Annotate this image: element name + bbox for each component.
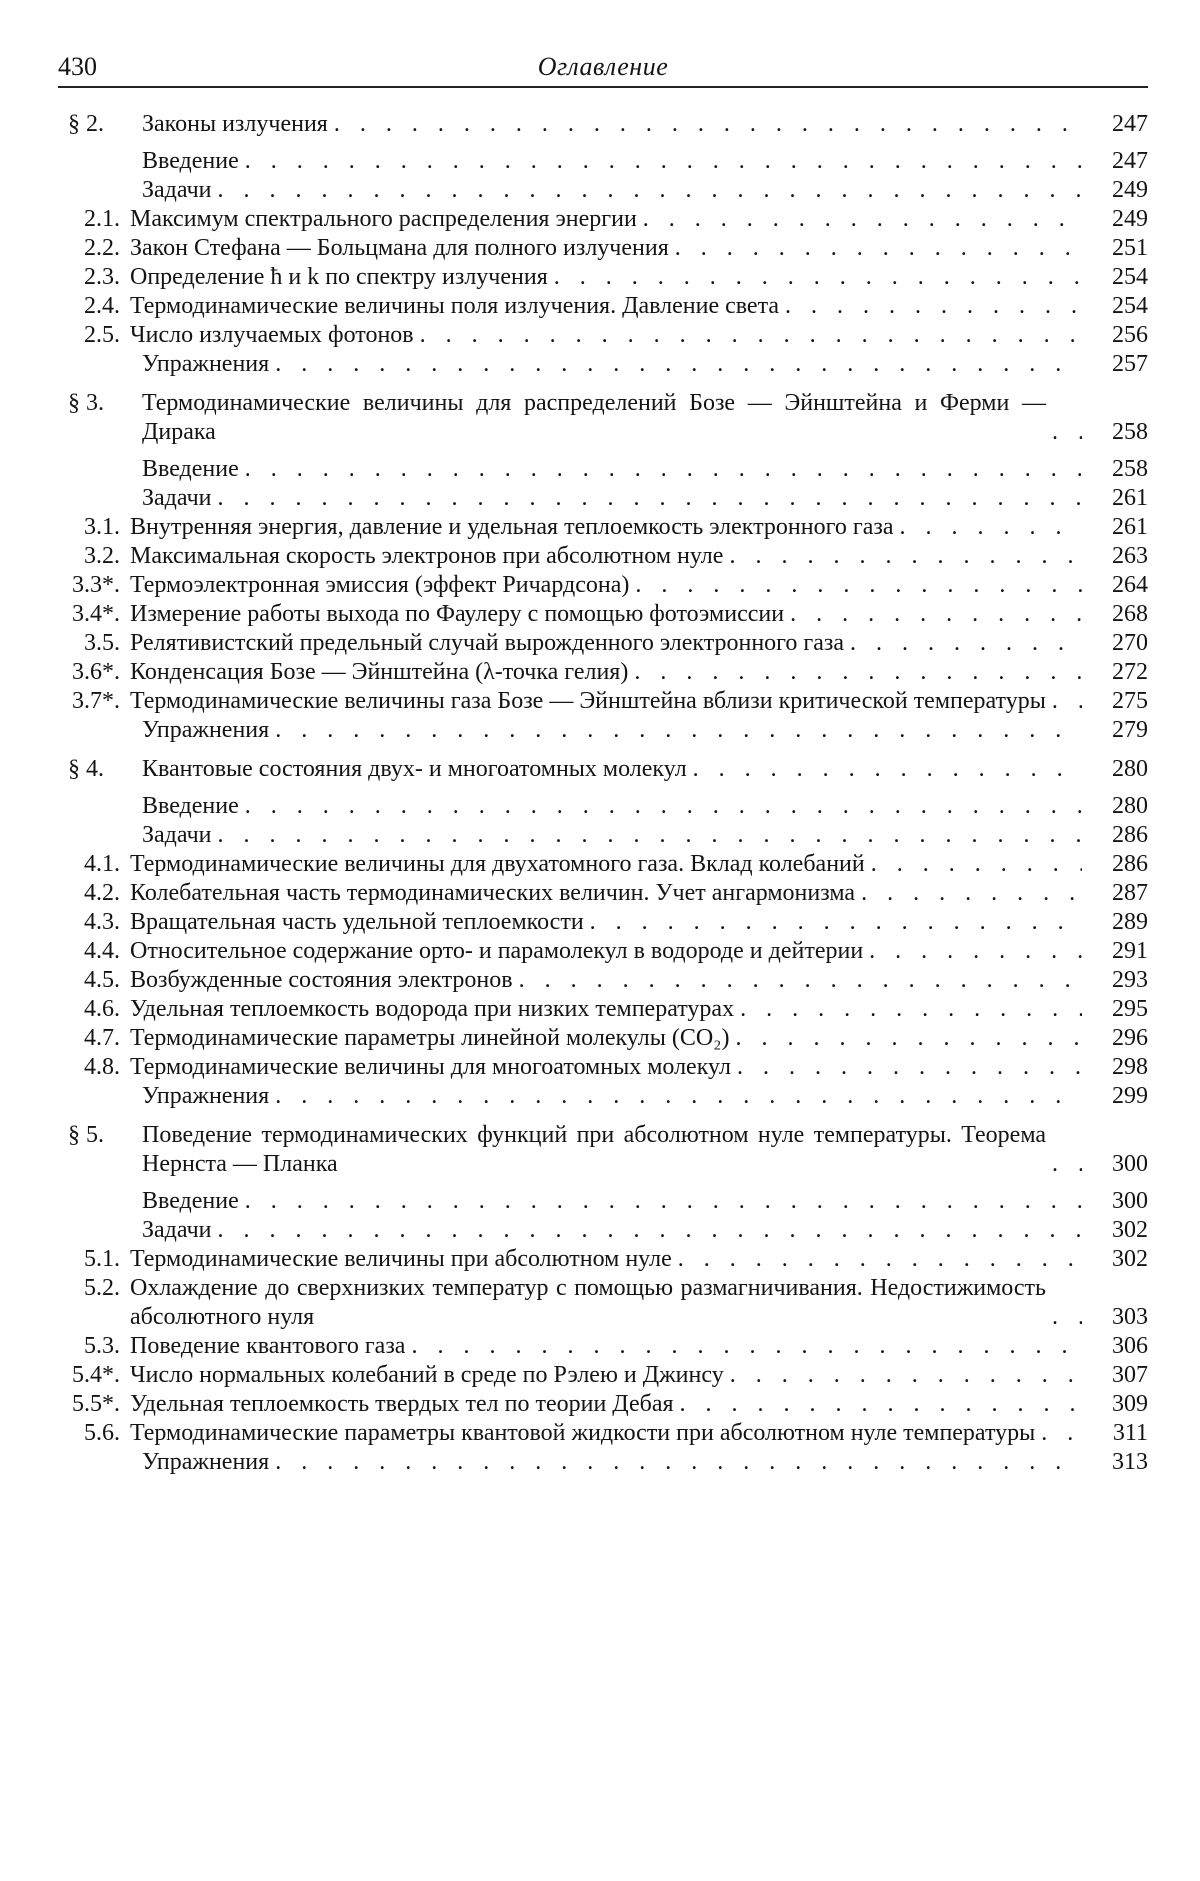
dot-leader (239, 792, 1082, 821)
entry-page-number: 258 (1112, 456, 1148, 482)
toc-problem-entry (58, 687, 1148, 716)
entry-number: 4.6. (84, 996, 120, 1022)
dot-leader (628, 658, 1082, 687)
entry-body (120, 966, 1082, 995)
entry-number (58, 1216, 120, 1245)
dot-leader (1046, 418, 1082, 447)
entry-title: Термодинамические величины для распределений Бозе — Эйнштейна и Ферми — Дирака (142, 390, 1046, 445)
toc-subheading-entry (58, 484, 1148, 513)
entry-body (120, 1419, 1082, 1448)
entry-title: Термодинамические параметры квантовой жидкости при абсолютном нуле температуры (130, 1420, 1036, 1446)
entry-number: 4.8. (84, 1054, 120, 1080)
entry-page-number: 286 (1112, 851, 1148, 877)
entry-body (132, 389, 1082, 447)
entry-page-number: 287 (1112, 880, 1148, 906)
entry-title: Термодинамические величины поля излучения. Давление света (130, 293, 780, 319)
entry-number: 5.1. (84, 1246, 120, 1272)
entry-page-number: 299 (1112, 1083, 1148, 1109)
entry-body (120, 1053, 1082, 1082)
entry-title: Задачи (142, 822, 212, 848)
dot-leader (212, 176, 1083, 205)
entry-body (120, 600, 1082, 629)
entry-number: 3.2. (84, 543, 120, 569)
entry-body (120, 292, 1082, 321)
toc-problem-entry (58, 629, 1148, 658)
entry-title: Внутренняя энергия, давление и удельная теплоемкость электронного газа (130, 514, 894, 540)
toc-problem-entry (58, 995, 1148, 1024)
entry-title: Квантовые состояния двух- и многоатомных молекул (142, 756, 687, 782)
dot-leader (730, 1024, 1082, 1053)
entry-number: § 2. (68, 111, 104, 137)
entry-number: 5.6. (84, 1420, 120, 1446)
dot-leader (269, 716, 1082, 745)
dot-leader (723, 542, 1082, 571)
toc-problem-entry (58, 1361, 1148, 1390)
entry-body (120, 1448, 1082, 1477)
entry-title: Вращательная часть удельной теплоемкости (130, 909, 584, 935)
entry-body (120, 850, 1082, 879)
entry-number: 5.4*. (72, 1362, 120, 1388)
entry-page-number: 251 (1112, 235, 1148, 261)
entry-title: Введение (142, 1188, 239, 1214)
entry-title: Число нормальных колебаний в среде по Рэлею и Джинсу (130, 1362, 724, 1388)
entry-body (120, 321, 1082, 350)
entry-title: Измерение работы выхода по Фаулеру с помощью фотоэмиссии (130, 601, 785, 627)
dot-leader (629, 571, 1082, 600)
dot-leader (1046, 687, 1082, 716)
entry-page-number: 289 (1112, 909, 1148, 935)
toc-problem-entry (58, 263, 1148, 292)
entry-title: Удельная теплоемкость водорода при низких температурах (130, 996, 735, 1022)
toc-problem-entry (58, 205, 1148, 234)
dot-leader (724, 1361, 1082, 1390)
entry-number (58, 716, 120, 745)
entry-body (120, 687, 1082, 716)
entry-number: 3.1. (84, 514, 120, 540)
entry-title: Задачи (142, 1217, 212, 1243)
toc-subheading-entry (58, 792, 1148, 821)
entry-page-number: 279 (1112, 717, 1148, 743)
entry-body (120, 263, 1082, 292)
entry-page-number: 268 (1112, 601, 1148, 627)
entry-body (120, 1082, 1082, 1111)
dot-leader (784, 600, 1082, 629)
toc-problem-entry (58, 1053, 1148, 1082)
entry-title: Поведение квантового газа (130, 1333, 406, 1359)
dot-leader (1035, 1419, 1082, 1448)
entry-number: 2.2. (84, 235, 120, 261)
entry-page-number: 258 (1112, 419, 1148, 445)
entry-number: 2.3. (84, 264, 120, 290)
toc-subheading-entry (58, 455, 1148, 484)
entry-number: 4.1. (84, 851, 120, 877)
page-number: 430 (58, 52, 97, 81)
toc-subheading-entry (58, 716, 1148, 745)
dot-leader (212, 821, 1083, 850)
dot-leader (405, 1332, 1082, 1361)
entry-body (120, 513, 1082, 542)
toc-problem-entry (58, 292, 1148, 321)
entry-number: 4.3. (84, 909, 120, 935)
toc-section-entry (58, 110, 1148, 139)
entry-number (58, 484, 120, 513)
entry-page-number: 309 (1112, 1391, 1148, 1417)
running-title: Оглавление (537, 52, 669, 81)
entry-title: Термодинамические величины при абсолютном нуле (130, 1246, 672, 1272)
dot-leader (212, 484, 1083, 513)
entry-body (120, 147, 1082, 176)
dot-leader (844, 629, 1082, 658)
toc-problem-entry (58, 879, 1148, 908)
dot-leader (855, 879, 1082, 908)
entry-page-number: 306 (1112, 1333, 1148, 1359)
toc-subheading-entry (58, 1187, 1148, 1216)
toc-subheading-entry (58, 1448, 1148, 1477)
entry-number: 3.6*. (72, 659, 120, 685)
entry-title: Колебательная часть термодинамических величин. Учет ангармонизма (130, 880, 856, 906)
entry-page-number: 303 (1112, 1304, 1148, 1330)
entry-page-number: 256 (1112, 322, 1148, 348)
entry-page-number: 263 (1112, 543, 1148, 569)
entry-number: § 3. (68, 390, 104, 416)
entry-body (120, 350, 1082, 379)
entry-page-number: 261 (1112, 485, 1148, 511)
entry-title: Введение (142, 456, 239, 482)
dot-leader (414, 321, 1082, 350)
entry-body (120, 571, 1082, 600)
entry-page-number: 247 (1112, 148, 1148, 174)
entry-title: Законы излучения (142, 111, 328, 137)
dot-leader (239, 1187, 1082, 1216)
entry-page-number: 280 (1112, 793, 1148, 819)
dot-leader (269, 1448, 1082, 1477)
entry-number: 2.1. (84, 206, 120, 232)
toc-problem-entry (58, 1332, 1148, 1361)
entry-title: Термодинамические величины газа Бозе — Эйнштейна вблизи критической температуры (130, 688, 1046, 714)
entry-page-number: 261 (1112, 514, 1148, 540)
entry-page-number: 291 (1112, 938, 1148, 964)
entry-title: Относительное содержание орто- и парамолекул в водороде и дейтерии (130, 938, 864, 964)
entry-number (58, 821, 120, 850)
dot-leader (637, 205, 1082, 234)
entry-page-number: 302 (1112, 1217, 1148, 1243)
table-of-contents (58, 110, 1148, 1477)
dot-leader (672, 1245, 1082, 1274)
entry-page-number: 254 (1112, 264, 1148, 290)
entry-body (120, 821, 1082, 850)
entry-page-number: 247 (1112, 111, 1148, 137)
entry-title: Термодинамические параметры линейной молекулы (CO₂) (130, 1025, 730, 1051)
dot-leader (1046, 1303, 1082, 1332)
dot-leader (513, 966, 1082, 995)
dot-leader (1046, 1150, 1082, 1179)
toc-problem-entry (58, 1274, 1148, 1332)
entry-title: Введение (142, 793, 239, 819)
dot-leader (731, 1053, 1082, 1082)
entry-title: Определение ħ и k по спектру излучения (130, 264, 548, 290)
entry-title: Задачи (142, 177, 212, 203)
entry-number: § 5. (68, 1122, 104, 1148)
entry-page-number: 270 (1112, 630, 1148, 656)
entry-number (58, 176, 120, 205)
toc-problem-entry (58, 600, 1148, 629)
entry-body (120, 908, 1082, 937)
entry-page-number: 298 (1112, 1054, 1148, 1080)
entry-title: Закон Стефана — Больцмана для полного излучения (130, 235, 669, 261)
dot-leader (893, 513, 1082, 542)
entry-title: Возбужденные состояния электронов (130, 967, 513, 993)
entry-page-number: 249 (1112, 177, 1148, 203)
entry-body (120, 176, 1082, 205)
toc-problem-entry (58, 321, 1148, 350)
entry-body (120, 1187, 1082, 1216)
entry-page-number: 313 (1112, 1449, 1148, 1475)
dot-leader (269, 350, 1082, 379)
entry-page-number: 249 (1112, 206, 1148, 232)
entry-page-number: 272 (1112, 659, 1148, 685)
entry-body (120, 879, 1082, 908)
toc-problem-entry (58, 1390, 1148, 1419)
entry-body (132, 755, 1082, 784)
entry-title: Максимум спектрального распределения энергии (130, 206, 637, 232)
entry-title: Удельная теплоемкость твердых тел по теории Дебая (130, 1391, 674, 1417)
entry-page-number: 296 (1112, 1025, 1148, 1051)
entry-number: 5.5*. (72, 1391, 120, 1417)
toc-problem-entry (58, 234, 1148, 263)
toc-subheading-entry (58, 350, 1148, 379)
entry-body (120, 1274, 1082, 1332)
entry-body (120, 937, 1082, 966)
entry-body (120, 1332, 1082, 1361)
entry-body (120, 234, 1082, 263)
book-page (58, 50, 1148, 1485)
toc-subheading-entry (58, 147, 1148, 176)
entry-body (132, 1121, 1082, 1179)
entry-body (120, 716, 1082, 745)
toc-problem-entry (58, 1024, 1148, 1053)
entry-number (58, 350, 120, 379)
toc-section-entry (58, 389, 1148, 447)
entry-number: 3.7*. (72, 688, 120, 714)
entry-page-number: 302 (1112, 1246, 1148, 1272)
page-header (58, 50, 1148, 88)
entry-page-number: 300 (1112, 1151, 1148, 1177)
dot-leader (584, 908, 1082, 937)
dot-leader (669, 234, 1082, 263)
dot-leader (779, 292, 1082, 321)
entry-body (120, 629, 1082, 658)
entry-page-number: 254 (1112, 293, 1148, 319)
entry-page-number: 286 (1112, 822, 1148, 848)
entry-title: Термодинамические величины для многоатомных молекул (130, 1054, 731, 1080)
entry-body (120, 1216, 1082, 1245)
entry-body (120, 1245, 1082, 1274)
toc-subheading-entry (58, 176, 1148, 205)
entry-page-number: 307 (1112, 1362, 1148, 1388)
entry-body (132, 110, 1082, 139)
entry-title: Упражнения (142, 1449, 270, 1475)
entry-number: § 4. (68, 756, 104, 782)
toc-problem-entry (58, 908, 1148, 937)
toc-problem-entry (58, 513, 1148, 542)
entry-number (58, 1082, 120, 1111)
dot-leader (328, 110, 1082, 139)
entry-body (120, 792, 1082, 821)
dot-leader (734, 995, 1082, 1024)
toc-problem-entry (58, 542, 1148, 571)
entry-page-number: 311 (1112, 1420, 1148, 1446)
entry-title: Число излучаемых фотонов (130, 322, 414, 348)
dot-leader (239, 147, 1082, 176)
entry-number (58, 147, 120, 176)
entry-title: Задачи (142, 485, 212, 511)
entry-page-number: 293 (1112, 967, 1148, 993)
entry-number (58, 1448, 120, 1477)
entry-page-number: 257 (1112, 351, 1148, 377)
toc-section-entry (58, 1121, 1148, 1179)
entry-number: 2.4. (84, 293, 120, 319)
entry-title: Поведение термодинамических функций при абсолютном нуле температуры. Теорема Нернста — Планка (142, 1122, 1046, 1177)
entry-title: Упражнения (142, 1083, 270, 1109)
entry-body (120, 542, 1082, 571)
dot-leader (269, 1082, 1082, 1111)
toc-problem-entry (58, 658, 1148, 687)
entry-number: 4.5. (84, 967, 120, 993)
toc-section-entry (58, 755, 1148, 784)
entry-page-number: 300 (1112, 1188, 1148, 1214)
entry-number: 5.3. (84, 1333, 120, 1359)
toc-subheading-entry (58, 1082, 1148, 1111)
entry-number: 3.5. (84, 630, 120, 656)
toc-subheading-entry (58, 821, 1148, 850)
entry-title: Термоэлектронная эмиссия (эффект Ричардсона) (130, 572, 630, 598)
entry-body (120, 1361, 1082, 1390)
entry-body (120, 995, 1082, 1024)
toc-subheading-entry (58, 1216, 1148, 1245)
entry-title: Релятивистский предельный случай вырожденного электронного газа (130, 630, 845, 656)
entry-body (120, 455, 1082, 484)
entry-number: 4.7. (84, 1025, 120, 1051)
entry-body (120, 658, 1082, 687)
entry-page-number: 264 (1112, 572, 1148, 598)
entry-number: 4.2. (84, 880, 120, 906)
entry-title: Термодинамические величины для двухатомного газа. Вклад колебаний (130, 851, 865, 877)
dot-leader (674, 1390, 1082, 1419)
dot-leader (239, 455, 1082, 484)
dot-leader (863, 937, 1082, 966)
toc-problem-entry (58, 966, 1148, 995)
toc-problem-entry (58, 1419, 1148, 1448)
entry-body (120, 205, 1082, 234)
entry-page-number: 280 (1112, 756, 1148, 782)
entry-number: 5.2. (84, 1275, 120, 1301)
entry-title: Упражнения (142, 351, 270, 377)
entry-title: Введение (142, 148, 239, 174)
entry-body (120, 1390, 1082, 1419)
toc-problem-entry (58, 571, 1148, 600)
entry-page-number: 295 (1112, 996, 1148, 1022)
entry-title: Охлаждение до сверхнизких температур с помощью размагничивания. Недостижимость абсолютного нуля (130, 1275, 1046, 1330)
entry-body (120, 484, 1082, 513)
dot-leader (687, 755, 1082, 784)
toc-problem-entry (58, 937, 1148, 966)
entry-title: Конденсация Бозе — Эйнштейна (λ-точка гелия) (130, 659, 629, 685)
entry-number: 4.4. (84, 938, 120, 964)
dot-leader (865, 850, 1082, 879)
entry-number (58, 792, 120, 821)
entry-number: 3.4*. (72, 601, 120, 627)
dot-leader (212, 1216, 1083, 1245)
entry-title: Упражнения (142, 717, 270, 743)
toc-problem-entry (58, 1245, 1148, 1274)
entry-number: 2.5. (84, 322, 120, 348)
entry-title: Максимальная скорость электронов при абсолютном нуле (130, 543, 724, 569)
entry-number (58, 455, 120, 484)
entry-page-number: 275 (1112, 688, 1148, 714)
entry-number (58, 1187, 120, 1216)
entry-body (120, 1024, 1082, 1053)
toc-problem-entry (58, 850, 1148, 879)
entry-number: 3.3*. (72, 572, 120, 598)
dot-leader (548, 263, 1082, 292)
